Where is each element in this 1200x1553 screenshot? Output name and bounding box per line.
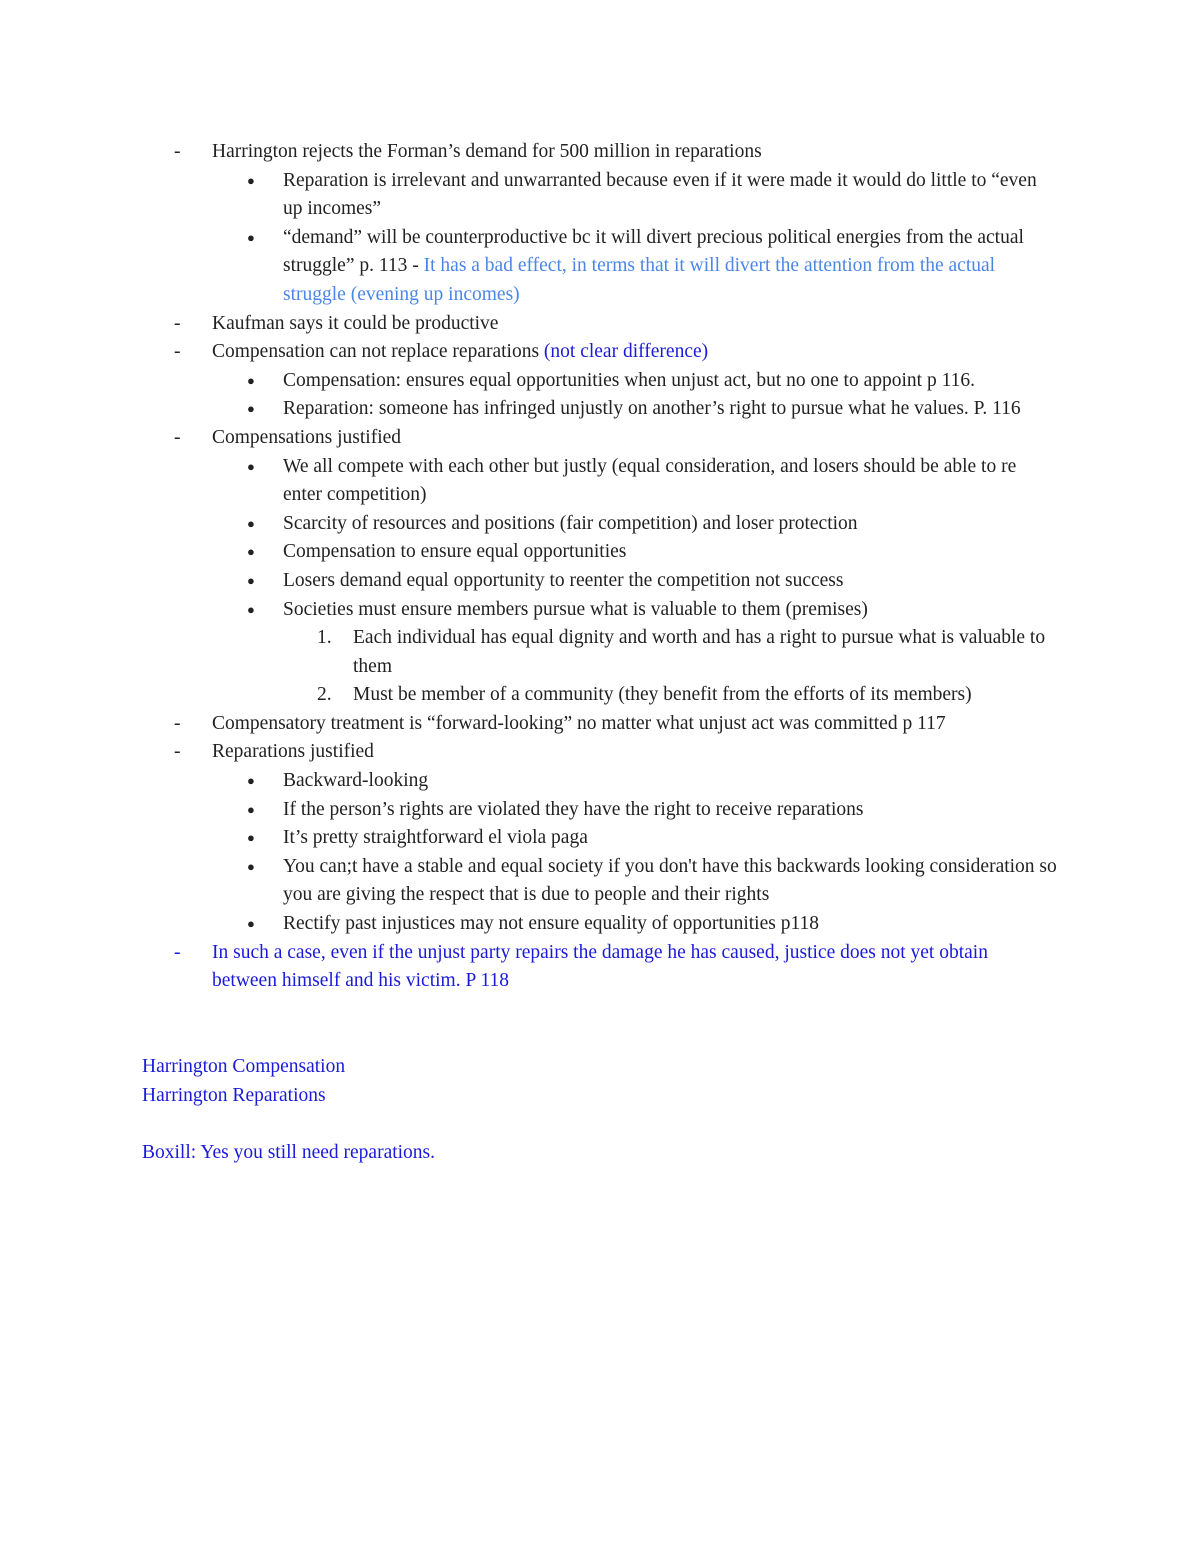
tail-section xyxy=(0,1053,435,1167)
item-text: We all compete with each other but justly (equal consideration, and losers should be able to re enter competition) xyxy=(283,455,1017,506)
bullet-item xyxy=(0,824,1058,853)
bullet-icon: ● xyxy=(247,172,255,188)
bullet-icon: ● xyxy=(247,601,255,617)
dash-item xyxy=(0,424,1057,453)
spacer xyxy=(0,1110,435,1139)
dash-marker: - xyxy=(174,426,181,448)
bullet-item xyxy=(0,853,1058,910)
item-text: Scarcity of resources and positions (fair competition) and loser protection xyxy=(283,512,858,534)
bullet-icon: ● xyxy=(247,372,255,388)
item-text: You can;t have a stable and equal society if you don't have this backwards looking consideration so you are giving the respect that is due to people and their rights xyxy=(283,855,1057,906)
bullet-item xyxy=(0,395,1058,424)
dash-marker: - xyxy=(174,741,181,763)
item-text: Compensation can not replace reparations xyxy=(212,341,544,363)
bullet-icon: ● xyxy=(247,773,255,789)
annotation-note: (not clear difference) xyxy=(543,341,709,363)
item-text: Backward-looking xyxy=(283,770,429,792)
conclusion-text: Boxill: Yes you still need reparations. xyxy=(142,1141,436,1163)
bullet-icon: ● xyxy=(247,515,255,531)
dash-item xyxy=(0,939,1057,996)
dash-marker: - xyxy=(174,141,181,162)
bullet-icon: ● xyxy=(247,229,255,245)
bullet-item xyxy=(0,367,1058,396)
item-text: Compensation: ensures equal opportunities when unjust act, but no one to appoint p 116. xyxy=(283,369,975,391)
annotation-note: It has a bad effect, in terms that it will divert the attention from the actual struggle (evening up incomes) xyxy=(283,255,996,305)
item-text: Societies must ensure members pursue what is valuable to them (premises) xyxy=(283,598,868,620)
bullet-item xyxy=(0,538,1058,567)
list-number: 1. xyxy=(317,627,332,649)
dash-item xyxy=(0,310,1057,339)
bullet-icon: ● xyxy=(247,544,255,560)
item-text: Compensations justified xyxy=(212,426,402,448)
item-text: Compensation to ensure equal opportunities xyxy=(283,541,627,563)
bullet-item xyxy=(0,167,1058,224)
item-text: Compensatory treatment is “forward-looking” no matter what unjust act was committed p 117 xyxy=(212,712,946,734)
dash-marker: - xyxy=(174,312,181,334)
dash-item xyxy=(0,338,1057,367)
item-text: Reparation: someone has infringed unjustly on another’s right to pursue what he values. P. 116 xyxy=(283,398,1021,420)
item-text: Reparations justified xyxy=(212,741,374,763)
numbered-item xyxy=(0,681,1058,710)
bullet-item xyxy=(0,567,1058,596)
item-text: In such a case, even if the unjust party repairs the damage he has caused, justice does not yet obtain between himself and his victim. P 118 xyxy=(212,941,988,992)
item-text: Rectify past injustices may not ensure equality of opportunities p118 xyxy=(283,913,819,935)
notes-outline xyxy=(0,138,1200,996)
bullet-item xyxy=(0,510,1058,539)
bullet-icon: ● xyxy=(247,830,255,846)
item-text: “demand” will be counterproductive bc it will divert precious political energies from the actual struggle” p. 113 - xyxy=(283,226,1024,277)
bullet-icon: ● xyxy=(247,401,255,417)
link-text[interactable]: Harrington Reparations xyxy=(142,1084,326,1106)
bullet-icon: ● xyxy=(247,572,255,588)
bullet-icon: ● xyxy=(247,801,255,817)
item-text: Must be member of a community (they benefit from the efforts of its members) xyxy=(353,684,972,706)
bullet-item xyxy=(0,596,1058,625)
bullet-icon: ● xyxy=(247,458,255,474)
bullet-item xyxy=(0,224,1058,310)
dash-marker: - xyxy=(174,941,181,963)
list-number: 2. xyxy=(317,684,332,706)
dash-item xyxy=(0,138,1057,167)
bullet-item xyxy=(0,453,1058,510)
bullet-item xyxy=(0,910,1058,939)
item-text: Kaufman says it could be productive xyxy=(212,312,499,334)
bullet-icon: ● xyxy=(247,858,255,874)
link-text[interactable]: Harrington Compensation xyxy=(142,1056,346,1078)
item-text: Each individual has equal dignity and worth and has a right to pursue what is valuable to them xyxy=(353,627,1046,677)
dash-marker: - xyxy=(174,341,181,363)
bullet-item xyxy=(0,767,1058,796)
bullet-item xyxy=(0,796,1058,825)
dash-item xyxy=(0,738,1057,767)
item-text: Losers demand equal opportunity to reenter the competition not success xyxy=(283,569,844,591)
item-text: Reparation is irrelevant and unwarranted because even if it were made it would do little to “even up incomes” xyxy=(283,169,1037,220)
item-text: It’s pretty straightforward el viola paga xyxy=(283,827,588,849)
numbered-item xyxy=(0,624,1058,681)
item-text: Harrington rejects the Forman’s demand for 500 million in reparations xyxy=(212,141,762,162)
dash-marker: - xyxy=(174,712,181,734)
dash-item xyxy=(0,710,1057,739)
item-text: If the person’s rights are violated they have the right to receive reparations xyxy=(283,798,864,820)
bullet-icon: ● xyxy=(247,916,255,932)
